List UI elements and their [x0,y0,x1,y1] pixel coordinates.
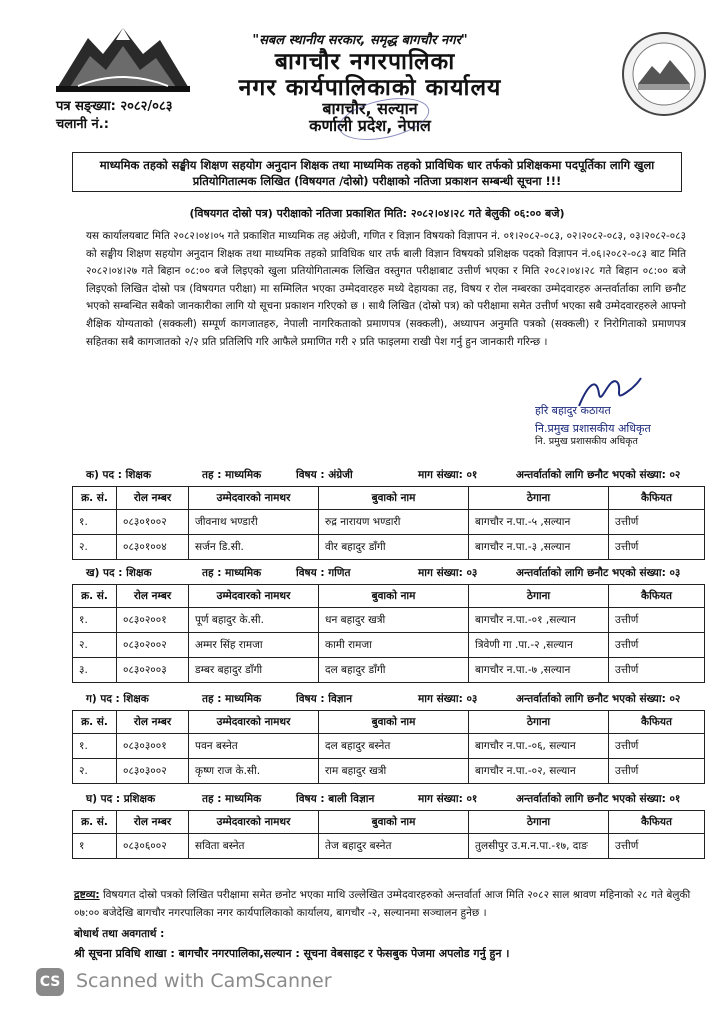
section-demand: माग संख्या: ०१ [418,793,478,805]
column-header: उम्मेदवारको नामथर [189,585,319,608]
section-subject: विषय : बाली विज्ञान [296,793,375,805]
signatory-name: हरि बहादुर कठायत [535,404,611,417]
table-row [73,633,705,658]
camscanner-watermark: Scanned with CamScanner [76,970,332,992]
column-header: ठेगाना [469,487,609,510]
section-post: क) पद : शिक्षक [86,469,152,481]
column-header: ठेगाना [469,811,609,834]
column-header: क्र. सं. [73,585,117,608]
cell-name: अम्मर सिंह रामजा [189,633,319,658]
cell-father: रुद्र नारायण भण्डारी [319,510,469,535]
notice-body: यस कार्यालयबाट मिति २०८२।०४।०५ गते प्रकाशित माध्यमिक तह अंग्रेजी, गणित र विज्ञान विषयको विज्ञापन नं. ०१।२०८२-०८३, ०२।२०८२-०८३, ०३।२०८२-०८३ को सङ्घीय शिक्षण सहयोग अनुदान शिक्षक तथा माध्यमिक तहको प्राविधिक धार तर्फ बाली विज्ञान विषयको प्रशिक्षक पदको विज्ञापन नं.०६।२०८२-०८३ बाट मिति २०८२।०४।२७ गते बिहान ०८:०० बजे लिइएको खुला प्रतियोगितात्मक लिखित वस्तुगत परीक्षाबाट उत्तीर्ण भएका र मिति २०८२।०४।२८ गते बिहान ०८:०० बजे लिइएको लिखित दोस्रो पत्र (विषयगत परीक्षा) मा सम्मिलित भएका उम्मेदवारहरु मध्ये देहायका तह, विषय र रोल नम्बरका उम्मेदवारहरु अन्तर्वार्ताका लागि छनौट भएको सम्बन्धित सबैको जानकारीका लागि यो सूचना प्रकाशन गरिएको छ । साथै लिखित (दोस्रो पत्र) को परीक्षामा समेत उत्तीर्ण भएका सबै उम्मेदवारहरुले आफ्नो शैक्षिक योग्यताको (सक्कली) सम्पूर्ण कागजातहरु, नेपाली नागरिकताको प्रमाणपत्र (सक्कली), अध्यापन अनुमति पत्रको (सक्कली) र निरोगिताको प्रमाणपत्र सहितका सबै कागजातको २/२ प्रति प्रतिलिपि गरि आफैले प्रमाणित गरी २ प्रति फाइलमा राखी पेश गर्नु हुन जानकारी गरिन्छ । [86,230,686,348]
column-header: कैफियत [609,487,705,510]
note-paragraph [74,886,694,922]
column-header: रोल नम्बर [117,711,189,734]
section-selected: अन्तर्वार्ताको लागि छनौट भएको संख्या: ०२ [516,693,681,705]
cell-address: बागचौर न.पा.-०१ ,सल्यान [469,608,609,633]
cell-sn: १. [73,608,117,633]
cell-roll: ०८३०३००२ [117,759,189,784]
column-header: क्र. सं. [73,811,117,834]
cell-name: डम्बर बहादुर डाँगी [189,658,319,683]
cell-roll: ०८३०६००२ [117,834,189,859]
cell-roll: ०८३०२००३ [117,658,189,683]
results-table [72,810,705,859]
table-header-row [73,711,705,734]
table-row [73,510,705,535]
cell-address: बागचौर न.पा.-०२, सल्यान [469,759,609,784]
office-province: कर्णाली प्रदेश, नेपाल [309,116,431,135]
cell-remark: उत्तीर्ण [609,759,705,784]
cell-sn: ३. [73,658,117,683]
note-label: द्रष्टव्य: [74,889,100,901]
column-header: ठेगाना [469,585,609,608]
office-subtitle: नगर कार्यपालिकाको कार्यालय [238,75,502,101]
cell-sn: २. [73,633,117,658]
section-selected: अन्तर्वार्ताको लागि छनौट भएको संख्या: ०१ [516,793,681,805]
notice-title: माध्यमिक तहको सङ्घीय शिक्षण सहयोग अनुदान शिक्षक तथा माध्यमिक तहको प्राविधिक धार तर्फको प्रशिक्षकमा पदपूर्तिका लागि खुला प्रतियोगितात्मक लिखित (विषयगत /दोस्रो) परीक्षाको नतिजा प्रकाशन सम्बन्धी सूचना !!! [72,152,682,192]
cell-roll: ०८३०१००४ [117,535,189,560]
column-header: कैफियत [609,711,705,734]
municipality-seal-logo [620,30,708,118]
column-header: कैफियत [609,811,705,834]
cell-sn: २. [73,535,117,560]
table-row [73,608,705,633]
section-demand: माग संख्या: ०३ [418,567,478,579]
cell-father: कामी रामजा [319,633,469,658]
cell-address: बागचौर न.पा.-०६, सल्यान [469,734,609,759]
cell-name: सर्जन डि.सी. [189,535,319,560]
results-table [72,710,705,784]
cell-remark: उत्तीर्ण [609,734,705,759]
cell-remark: उत्तीर्ण [609,658,705,683]
cell-sn: १. [73,510,117,535]
table-header-row [73,811,705,834]
column-header: रोल नम्बर [117,487,189,510]
column-header: रोल नम्बर [117,811,189,834]
cell-address: बागचौर न.पा.-५ ,सल्यान [469,510,609,535]
table-header-row [73,585,705,608]
notice-subheading: (विषयगत दोस्रो पत्र) परीक्षाको नतिजा प्रकाशित मिति: २०८२।०४।२८ गते बेलुकी ०६:०० बजे) [189,207,565,220]
table-row [73,834,705,859]
cell-sn: १ [73,834,117,859]
results-table [72,584,705,683]
column-header: क्र. सं. [73,711,117,734]
note-text: विषयगत दोस्रो पत्रको लिखित परीक्षामा समेत छनोट भएका माथि उल्लेखित उम्मेदवारहरुको अन्तर्वार्ता आज मिति २०८२ साल श्रावण महिनाको २८ गते बेलुकी ०७:०० बजेदेखि बागचौर नगरपालिका नगर कार्यपालिकाको कार्यालय, बागचौर -२, सल्यानमा सञ्चालन हुनेछ । [74,889,691,919]
cell-name: पूर्ण बहादुर के.सी. [189,608,319,633]
column-header: उम्मेदवारको नामथर [189,811,319,834]
cell-father: दल बहादुर बस्नेत [319,734,469,759]
cell-name: कृष्ण राज के.सी. [189,759,319,784]
results-table [72,486,705,560]
cell-address: बागचौर न.पा.-७ ,सल्यान [469,658,609,683]
column-header: ठेगाना [469,711,609,734]
cell-roll: ०८३०३००१ [117,734,189,759]
cell-remark: उत्तीर्ण [609,535,705,560]
cell-address: त्रिवेणी गा .पा.-२ ,सल्यान [469,633,609,658]
cell-sn: २. [73,759,117,784]
camscanner-logo-icon: CS [36,968,64,996]
info-line: श्री सूचना प्रविधि शाखा : बागचौर नगरपालिका,सल्यान : सूचना वेबसाइट र फेसबुक पेजमा अपलोड गर्नु हुन । [74,947,510,960]
cell-father: राम बहादुर खत्री [319,759,469,784]
section-demand: माग संख्या: ०१ [418,469,478,481]
section-post: ख) पद : शिक्षक [86,567,152,579]
column-header: कैफियत [609,585,705,608]
cell-roll: ०८३०२००१ [117,608,189,633]
table-row [73,658,705,683]
cell-remark: उत्तीर्ण [609,834,705,859]
cell-address: तुलसीपुर उ.म.न.पा.-१७, दाङ [469,834,609,859]
cell-father: तेज बहादुर बस्नेत [319,834,469,859]
section-level: तह : माध्यमिक [202,469,262,481]
column-header: उम्मेदवारको नामथर [189,711,319,734]
table-header-row [73,487,705,510]
section-post: ग) पद : शिक्षक [86,693,149,705]
section-selected: अन्तर्वार्ताको लागि छनौट भएको संख्या: ०३ [516,567,681,579]
section-subject: विषय : विज्ञान [296,693,353,705]
section-subject: विषय : अंग्रेजी [296,469,353,481]
section-demand: माग संख्या: ०३ [418,693,478,705]
section-level: तह : माध्यमिक [202,567,262,579]
signatory-printed-title: नि. प्रमुख प्रशासकीय अधिकृत [535,436,638,447]
info-label: बोधार्थ तथा अवगतार्थ : [74,928,165,940]
cell-name: जीवनाथ भण्डारी [189,510,319,535]
cell-roll: ०८३०२००२ [117,633,189,658]
cell-remark: उत्तीर्ण [609,510,705,535]
section-level: तह : माध्यमिक [202,793,262,805]
column-header: बुवाको नाम [319,487,469,510]
cell-name: पवन बस्नेत [189,734,319,759]
column-header: उम्मेदवारको नामथर [189,487,319,510]
column-header: क्र. सं. [73,487,117,510]
table-row [73,759,705,784]
cell-address: बागचौर न.पा.-३ ,सल्यान [469,535,609,560]
signatory-title: नि.प्रमुख प्रशासकीय अधिकृत [535,422,651,435]
cell-father: दल बहादुर डाँगी [319,658,469,683]
cell-father: धन बहादुर खत्री [319,608,469,633]
section-selected: अन्तर्वार्ताको लागि छनौट भएको संख्या: ०२ [516,469,681,481]
cell-sn: १. [73,734,117,759]
section-level: तह : माध्यमिक [202,693,262,705]
office-name: बागचौर नगरपालिका [274,49,456,75]
column-header: रोल नम्बर [117,585,189,608]
table-row [73,734,705,759]
section-post: घ) पद : प्रशिक्षक [86,793,156,805]
cell-remark: उत्तीर्ण [609,608,705,633]
column-header: बुवाको नाम [319,711,469,734]
table-row [73,535,705,560]
cell-name: सविता बस्नेत [189,834,319,859]
cell-remark: उत्तीर्ण [609,633,705,658]
dispatch-number: चलानी नं.: [56,117,109,132]
slogan: "सबल स्थानीय सरकार, समृद्ध बागचौर नगर" [252,33,468,48]
cell-roll: ०८३०१००२ [117,510,189,535]
section-subject: विषय : गणित [296,567,351,579]
reference-number: पत्र सङ्ख्या: २०८२/०८३ [56,99,173,114]
cell-father: वीर बहादुर डाँगी [319,535,469,560]
office-location: बागचौर, सल्यान [322,99,418,118]
column-header: बुवाको नाम [319,585,469,608]
column-header: बुवाको नाम [319,811,469,834]
